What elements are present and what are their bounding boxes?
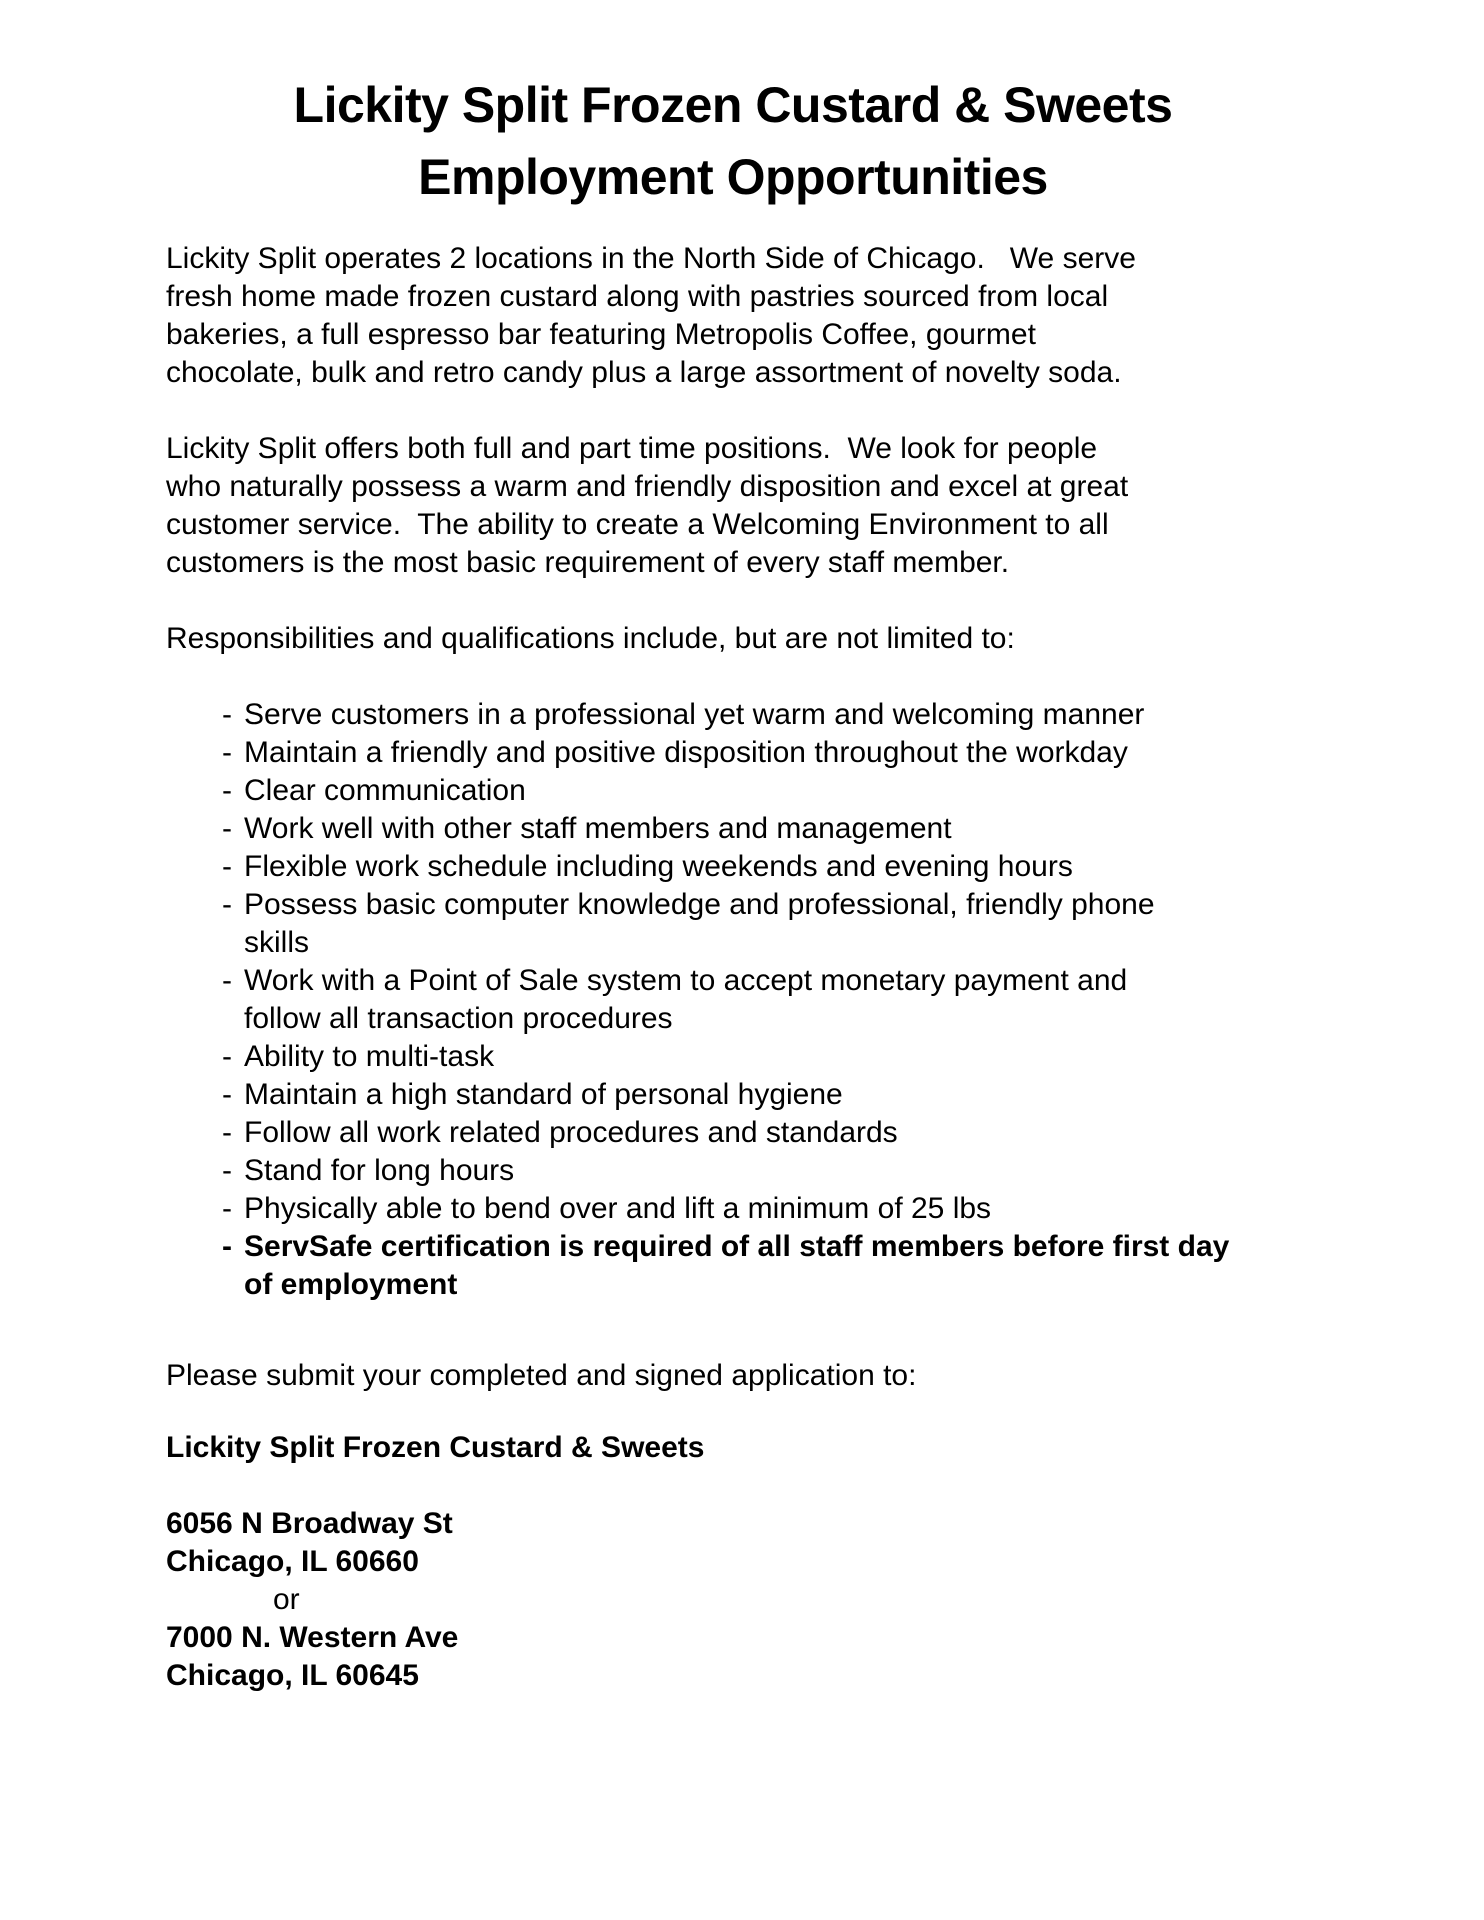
- responsibilities-intro: Responsibilities and qualifications include, but are not limited to:: [166, 622, 1015, 655]
- bullet-text: Follow all work related procedures and standards: [244, 1116, 898, 1149]
- bullet-item-flexible-schedule: [166, 848, 1484, 886]
- bullet-text: Flexible work schedule including weekends and evening hours: [244, 850, 1073, 883]
- bullet-text: Serve customers in a professional yet warm and welcoming manner: [244, 698, 1145, 731]
- bullet-dash: -: [222, 850, 232, 883]
- bullet-item-personal-hygiene: [166, 1076, 1484, 1114]
- bullet-text: Clear communication: [244, 774, 526, 807]
- bullet-text: Physically able to bend over and lift a minimum of 25 lbs: [244, 1192, 992, 1225]
- bullet-text: Maintain a friendly and positive disposition throughout the workday: [244, 736, 1128, 769]
- company-name: Lickity Split Frozen Custard & Sweets: [166, 1431, 705, 1464]
- bullet-text: Work well with other staff members and management: [244, 812, 952, 845]
- responsibilities-bullet-list: [166, 696, 1484, 1304]
- bullet-dash: -: [222, 698, 232, 731]
- title-line-2: Employment Opportunities: [418, 149, 1048, 205]
- bullet-item-servsafe-certification: [166, 1228, 1484, 1304]
- bullet-text: Work with a Point of Sale system to accept monetary payment and follow all transaction procedures: [244, 964, 1128, 1035]
- bullet-item-lift-25-lbs: [166, 1190, 1484, 1228]
- bullet-dash: -: [222, 774, 232, 807]
- bullet-text: Ability to multi-task: [244, 1040, 495, 1073]
- bullet-item-friendly-disposition: [166, 734, 1484, 772]
- bullet-item-stand-long-hours: [166, 1152, 1484, 1190]
- bullet-item-point-of-sale: [166, 962, 1484, 1038]
- bullet-dash: -: [222, 888, 232, 921]
- location2-city: Chicago, IL 60645: [166, 1659, 419, 1692]
- location2-street: 7000 N. Western Ave: [166, 1621, 459, 1654]
- bullet-text: ServSafe certification is required of all staff members before first day of employment: [244, 1230, 1230, 1301]
- bullet-item-serve-customers: [166, 696, 1484, 734]
- bullet-dash: -: [222, 1040, 232, 1073]
- submit-instruction: Please submit your completed and signed application to:: [166, 1359, 917, 1392]
- bullet-dash: -: [222, 1154, 232, 1187]
- bullet-item-work-well-with-staff: [166, 810, 1484, 848]
- location1-street: 6056 N Broadway St: [166, 1507, 453, 1540]
- location1-city: Chicago, IL 60660: [166, 1545, 419, 1578]
- document-body: [166, 240, 1484, 1695]
- title-line-1: Lickity Split Frozen Custard & Sweets: [293, 77, 1173, 133]
- bullet-item-follow-procedures: [166, 1114, 1484, 1152]
- bullet-item-multi-task: [166, 1038, 1484, 1076]
- bullet-dash: -: [222, 1116, 232, 1149]
- bullet-text: Possess basic computer knowledge and professional, friendly phone skills: [244, 888, 1155, 959]
- bullet-text: Maintain a high standard of personal hygiene: [244, 1078, 843, 1111]
- bullet-dash: -: [222, 1230, 232, 1263]
- bullet-text: Stand for long hours: [244, 1154, 515, 1187]
- intro-paragraph: Lickity Split operates 2 locations in the North Side of Chicago. We serve fresh home made frozen custard along with pastries sourced from local bakeries, a full espresso bar featuring Metropolis Coffee, gourmet chocolate, bulk and retro candy plus a large assortment of novelty soda.: [166, 242, 1136, 389]
- bullet-dash: -: [222, 736, 232, 769]
- bullet-dash: -: [222, 1078, 232, 1111]
- bullet-dash: -: [222, 812, 232, 845]
- positions-paragraph: Lickity Split offers both full and part time positions. We look for people who naturally possess a warm and friendly disposition and excel at great customer service. The ability to create a Welcoming Environment to all customers is the most basic requirement of every staff member.: [166, 432, 1129, 579]
- bullet-dash: -: [222, 1192, 232, 1225]
- bullet-item-clear-communication: [166, 772, 1484, 810]
- or-separator: or: [273, 1583, 300, 1616]
- bullet-dash: -: [222, 964, 232, 997]
- address-block: [166, 1505, 1484, 1695]
- page-title: [166, 69, 1300, 213]
- bullet-item-computer-phone-skills: [166, 886, 1484, 962]
